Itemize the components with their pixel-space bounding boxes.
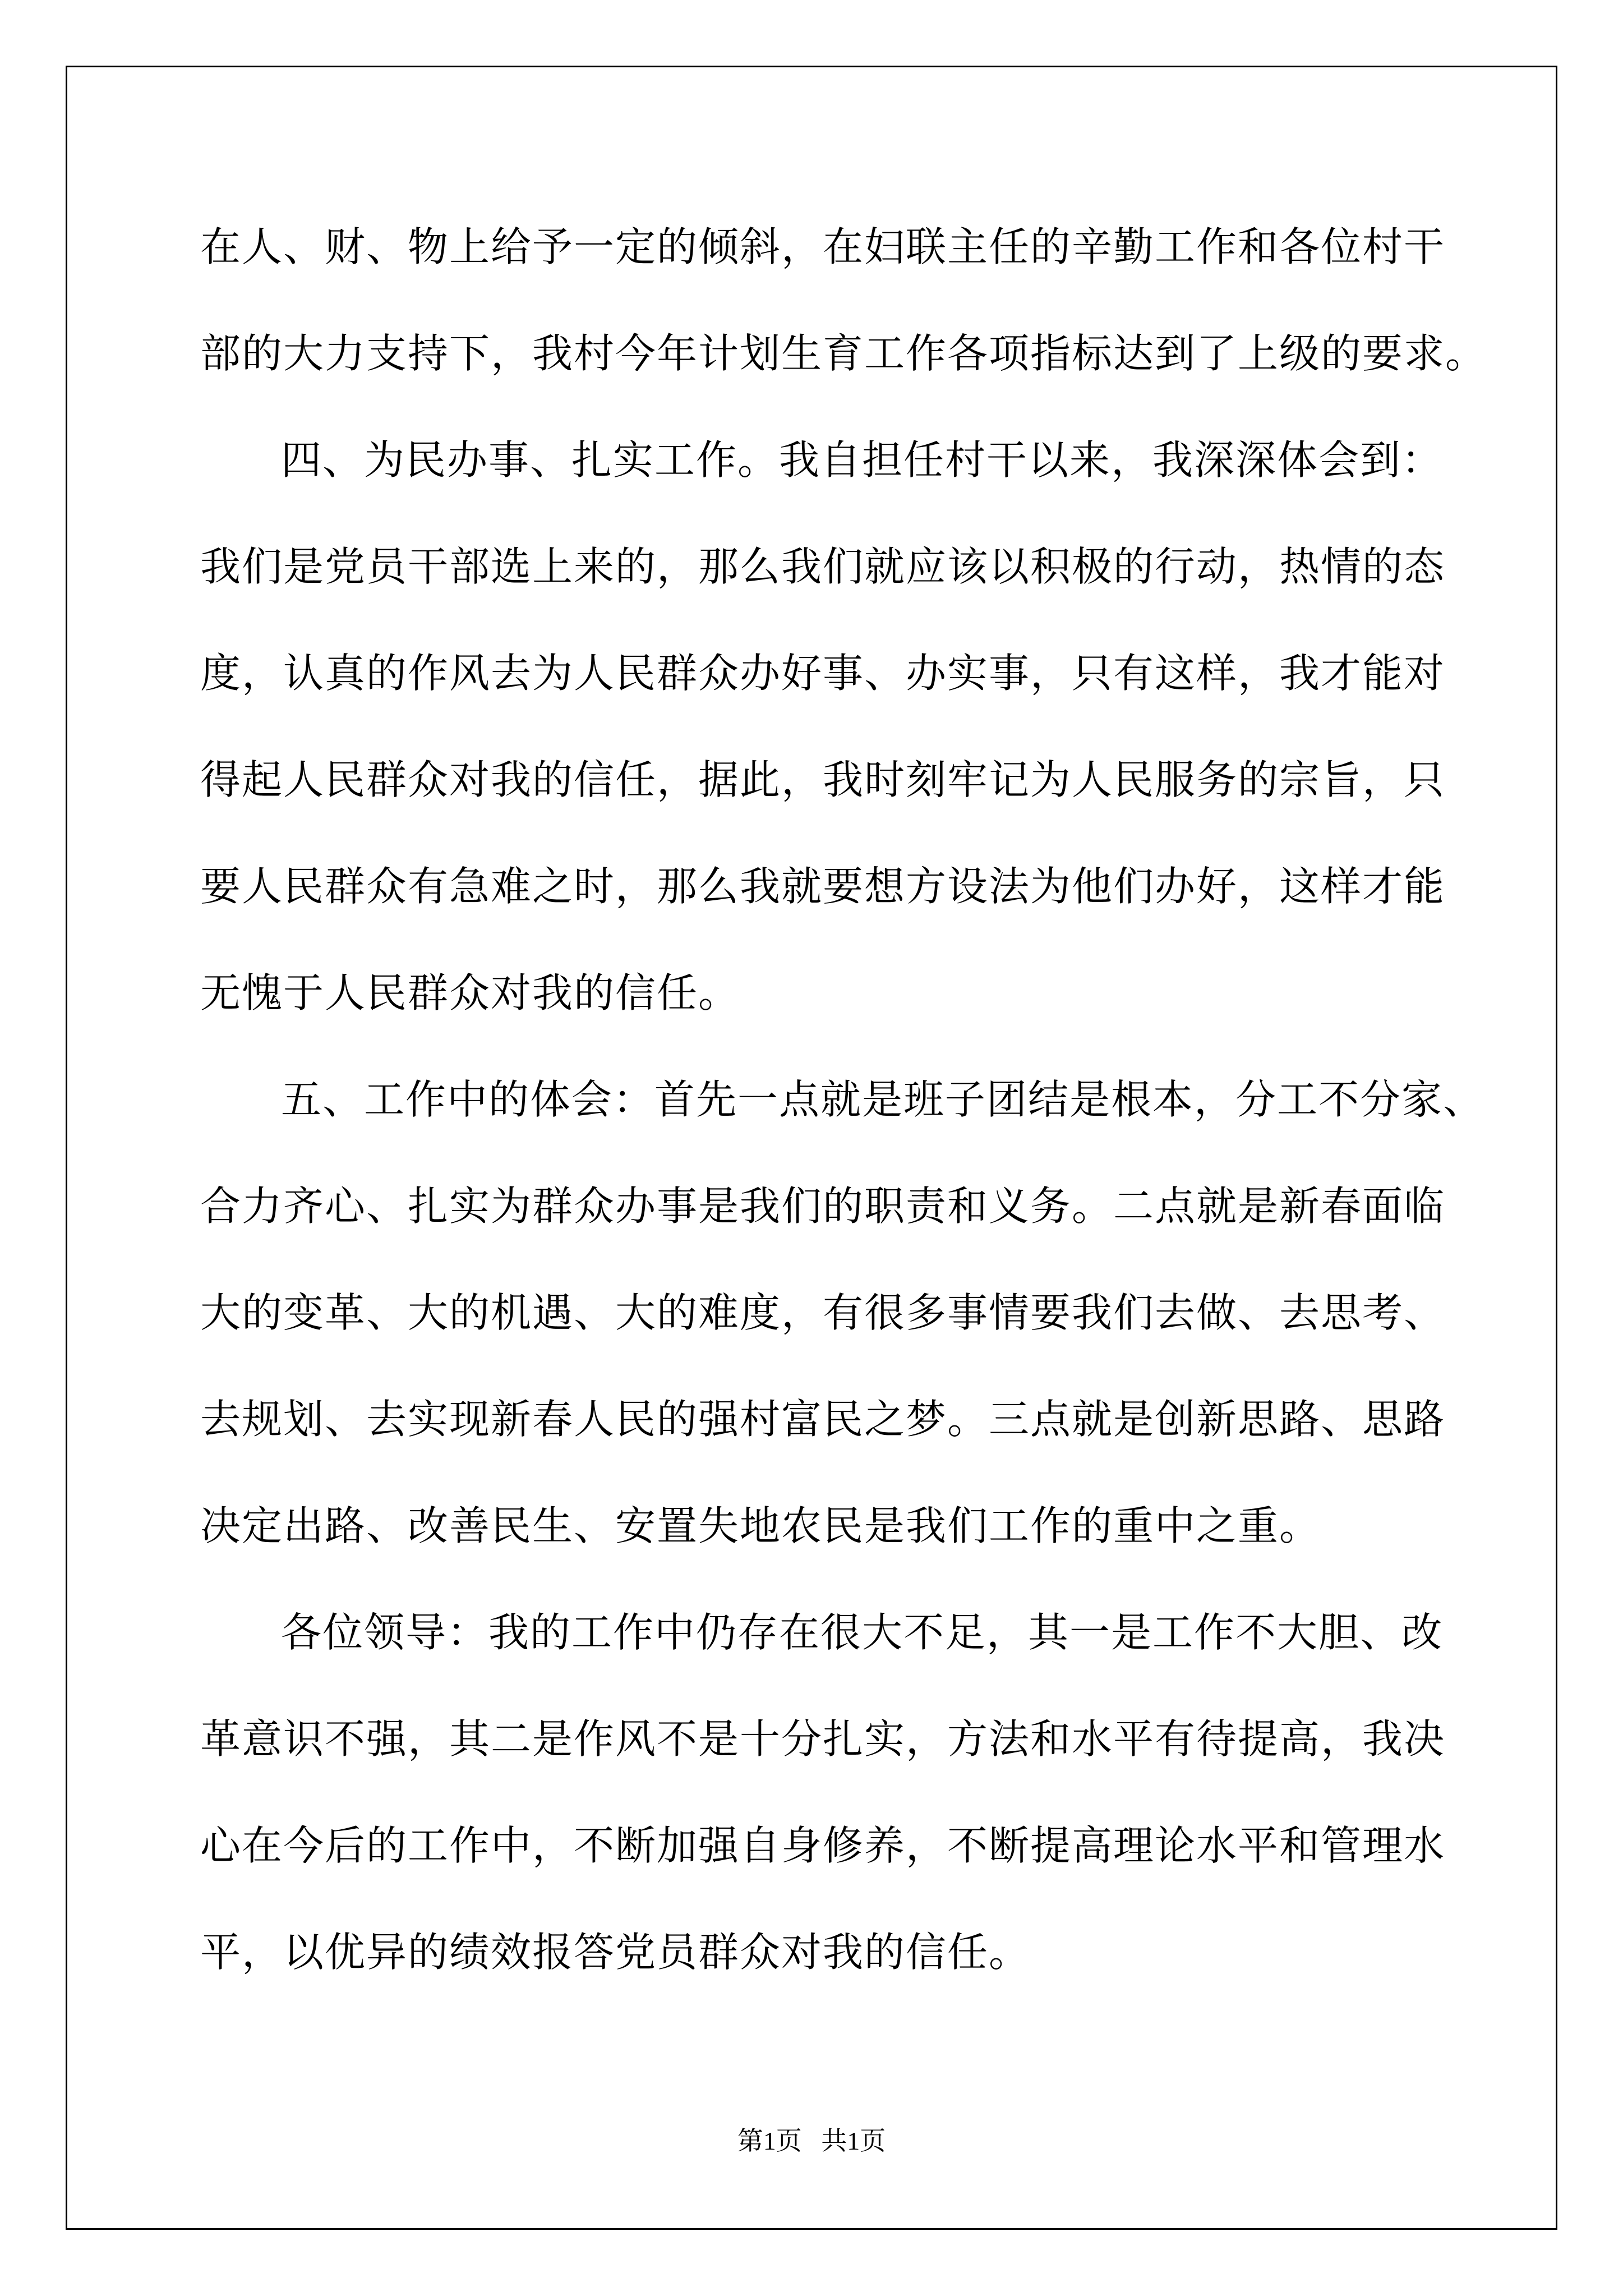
page-total: 共1页 [821,2127,886,2155]
body-line: 平，以优异的绩效报答党员群众对我的信任。 [200,1929,1031,1976]
body-line: 大的变革、大的机遇、大的难度，有很多事情要我们去做、去思考、 [200,1289,1446,1336]
body-line: 要人民群众有急难之时，那么我就要想方设法为他们办好，这样才能 [200,863,1446,910]
body-line: 革意识不强，其二是作风不是十分扎实，方法和水平有待提高，我决 [200,1715,1446,1763]
paragraph-first-line: 各位领导：我的工作中仍存在很大不足，其一是工作不大胆、改 [281,1609,1444,1656]
page-footer [0,2120,1623,2157]
body-line: 我们是党员干部选上来的，那么我们就应该以积极的行动，热情的态 [200,543,1446,590]
body-line: 得起人民群众对我的信任，据此，我时刻牢记为人民服务的宗旨，只 [200,756,1446,803]
body-line: 在人、财、物上给予一定的倾斜，在妇联主任的辛勤工作和各位村干 [200,223,1446,270]
body-line: 心在今后的工作中，不断加强自身修养，不断提高理论水平和管理水 [200,1822,1446,1869]
body-line: 合力齐心、扎实为群众办事是我们的职责和义务。二点就是新春面临 [200,1182,1446,1230]
body-line: 无愧于人民群众对我的信任。 [200,969,740,1016]
body-line: 去规划、去实现新春人民的强村富民之梦。三点就是创新思路、思路 [200,1396,1446,1443]
document-body [200,194,1487,2005]
page-number: 第1页 [737,2127,802,2155]
body-line: 部的大力支持下，我村今年计划生育工作各项指标达到了上级的要求。 [200,330,1487,377]
paragraph-first-line: 四、为民办事、扎实工作。我自担任村干以来，我深深体会到： [281,436,1444,484]
paragraph-first-line: 五、工作中的体会：首先一点就是班子团结是根本，分工不分家、 [281,1076,1485,1123]
footer-spacer [802,2127,822,2155]
body-line: 决定出路、改善民生、安置失地农民是我们工作的重中之重。 [200,1502,1321,1549]
body-line: 度，认真的作风去为人民群众办好事、办实事，只有这样，我才能对 [200,650,1446,697]
